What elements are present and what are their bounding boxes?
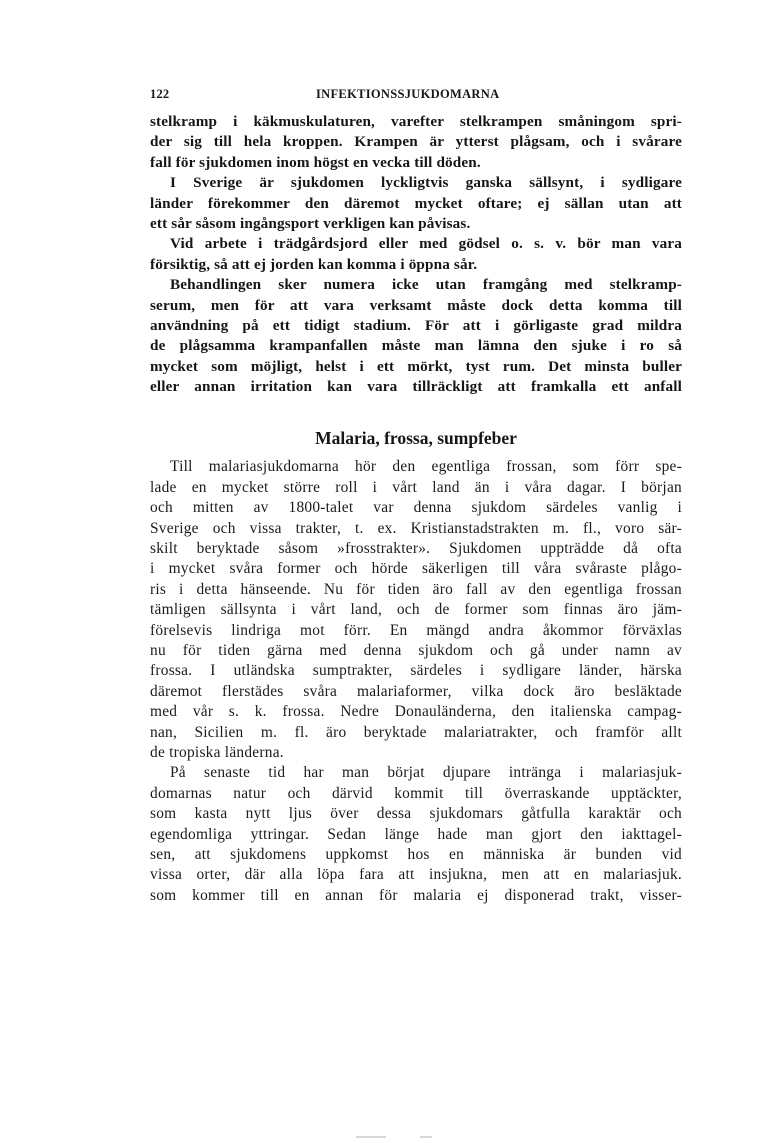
scan-artifact-mark bbox=[356, 1136, 386, 1138]
text-line: vissa orter, där alla löpa fara att insjukna, men att en malariasjuk. bbox=[150, 866, 682, 884]
text-line: Sverige och vissa trakter, t. ex. Kristianstadstrakten m. fl., voro sär- bbox=[150, 519, 682, 537]
text-line: mycket som möjligt, helst i ett mörkt, tyst rum. Det minsta buller bbox=[150, 357, 682, 375]
text-line: och mitten av 1800-talet var denna sjukdom särdeles vanlig i bbox=[150, 499, 682, 517]
text-line: nu för tiden gärna med denna sjukdom och gå under namn av bbox=[150, 641, 682, 659]
text-line: länder förekommer den däremot mycket oftare; ej sällan utan att bbox=[150, 194, 682, 212]
scan-artifact-mark bbox=[420, 1136, 432, 1138]
book-page bbox=[150, 84, 682, 906]
text-line: skilt beryktade såsom »frosstrakter». Sjukdomen uppträdde då ofta bbox=[150, 540, 682, 558]
text-line: sen, att sjukdomens uppkomst hos en människa är bunden vid bbox=[150, 845, 682, 863]
text-line: serum, men för att vara verksamt måste dock detta komma till bbox=[150, 296, 682, 314]
page-number: 122 bbox=[150, 87, 170, 101]
text-line: försiktig, så att ej jorden kan komma i öppna sår. bbox=[150, 255, 478, 273]
text-line: stelkramp i käkmuskulaturen, varefter stelkrampen småningom spri- bbox=[150, 113, 682, 130]
text-line: lade en mycket större roll i vårt land än i våra dagar. I början bbox=[150, 478, 682, 496]
text-line: som kommer till en annan för malaria ej disponerad trakt, visser- bbox=[150, 886, 682, 904]
text-line: däremot flerstädes svåra malariaformer, vilka dock äro besläktade bbox=[150, 682, 682, 700]
text-line: Behandlingen sker numera icke utan framgång med stelkramp- bbox=[170, 276, 682, 294]
page-header bbox=[150, 84, 682, 104]
text-line: eller annan irritation kan vara tillräckligt att framkalla ett anfall bbox=[150, 378, 682, 396]
text-line: ris i detta hänseende. Nu för tiden äro fall av den egentliga frossan bbox=[150, 580, 682, 598]
text-line: nan, Sicilien m. fl. äro beryktade malariatrakter, och framför allt bbox=[150, 723, 682, 741]
section-malaria-text bbox=[150, 457, 682, 906]
text-line: med vår s. k. frossa. Nedre Donauländerna, den italienska campag- bbox=[150, 703, 682, 721]
text-line: förelsevis lindriga mot förr. En mängd andra åkommor förväxlas bbox=[150, 621, 682, 639]
text-line: som kasta nytt ljus över dessa sjukdomars gåtfulla karaktär och bbox=[150, 805, 682, 823]
text-line: Vid arbete i trädgårdsjord eller med gödsel o. s. v. bör man vara bbox=[170, 235, 682, 253]
text-line: fall för sjukdomen inom högst en vecka till döden. bbox=[150, 153, 481, 171]
section-heading: Malaria, frossa, sumpfeber bbox=[315, 428, 517, 449]
text-line: de plågsamma krampanfallen måste man lämna den sjuke i ro så bbox=[150, 337, 682, 355]
text-line: frossa. I utländska sumptrakter, särdeles i sydligare länder, härska bbox=[150, 662, 682, 680]
text-line: tämligen sällsynta i vårt land, och de former som finnas äro jäm- bbox=[150, 601, 682, 619]
text-line: Till malariasjukdomarna hör den egentliga frossan, som förr spe- bbox=[170, 458, 682, 476]
text-line: användning på ett tidigt stadium. För att i görligaste grad mildra bbox=[150, 316, 682, 334]
text-line: I Sverige är sjukdomen lyckligtvis ganska sällsynt, i sydligare bbox=[170, 174, 682, 192]
text-line: På senaste tid har man börjat djupare intränga i malariasjuk- bbox=[170, 764, 682, 782]
text-line: egendomliga yttringar. Sedan länge hade man gjort den iakttagel- bbox=[150, 825, 682, 843]
text-line: domarnas natur och därvid kommit till överraskande upptäckter, bbox=[150, 784, 682, 802]
text-line: i mycket svåra former och hörde säkerligen till våra svåraste plågo- bbox=[150, 560, 682, 578]
text-line: ett sår såsom ingångsport verkligen kan påvisas. bbox=[150, 214, 471, 232]
section-tetanus-text bbox=[150, 112, 682, 397]
running-head: INFEKTIONSSJUKDOMARNA bbox=[316, 87, 500, 101]
text-line: der sig till hela kroppen. Krampen är ytterst plågsam, och i svårare bbox=[150, 133, 682, 151]
text-line: de tropiska länderna. bbox=[150, 743, 284, 761]
